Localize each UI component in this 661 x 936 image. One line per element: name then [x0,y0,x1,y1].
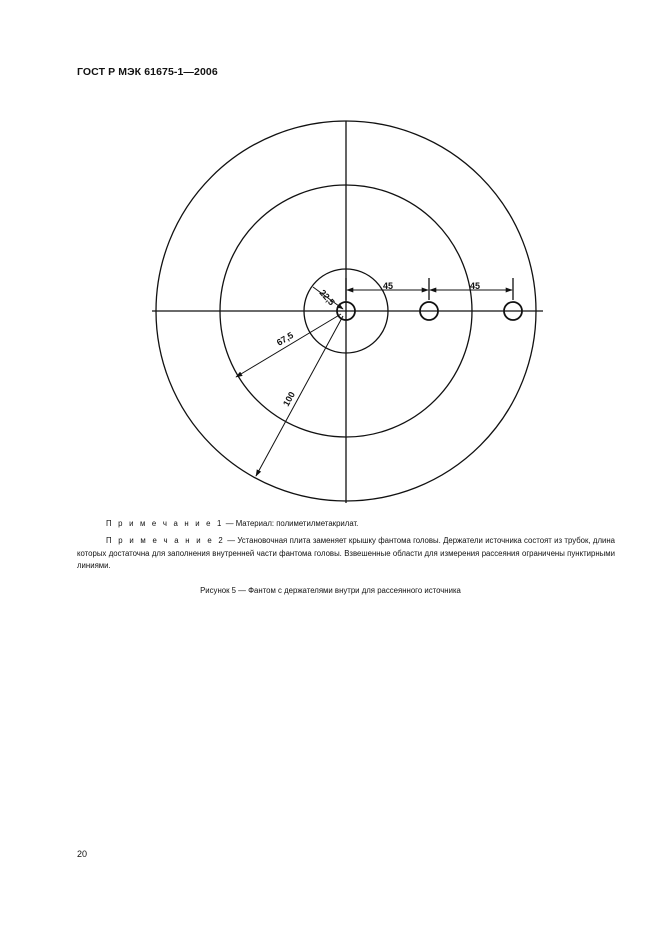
dim-label-67-5: 67,5 [274,330,296,348]
page-header: ГОСТ Р МЭК 61675-1—2006 [77,66,218,78]
radius-line-100 [256,316,343,476]
dim-label-22-5: 22,5 [317,287,337,308]
note-2-text: — Установочная плита заменяет крышку фантома головы. Держатели источника состоят из трубок, длина которых достаточна для заполнения внутренней части фантома головы. Взвешенные области для измерения рассеяния ограничены пунктирными линиями. [77,536,615,570]
dim-label-45-first: 45 [383,281,394,291]
note-2-prefix: П р и м е ч а н и е 2 [106,536,225,545]
note-1 [77,518,615,531]
dim-label-100: 100 [281,389,298,408]
radius-line-67-5 [236,314,341,377]
dim-label-45-second: 45 [470,281,481,291]
figure-caption: Рисунок 5 — Фантом с держателями внутри для рассеянного источника [200,586,461,595]
note-1-text: — Материал: полиметилметакрилат. [223,519,359,528]
note-2 [77,535,615,573]
page-number: 20 [77,849,88,859]
note-1-prefix: П р и м е ч а н и е 1 [106,519,224,528]
